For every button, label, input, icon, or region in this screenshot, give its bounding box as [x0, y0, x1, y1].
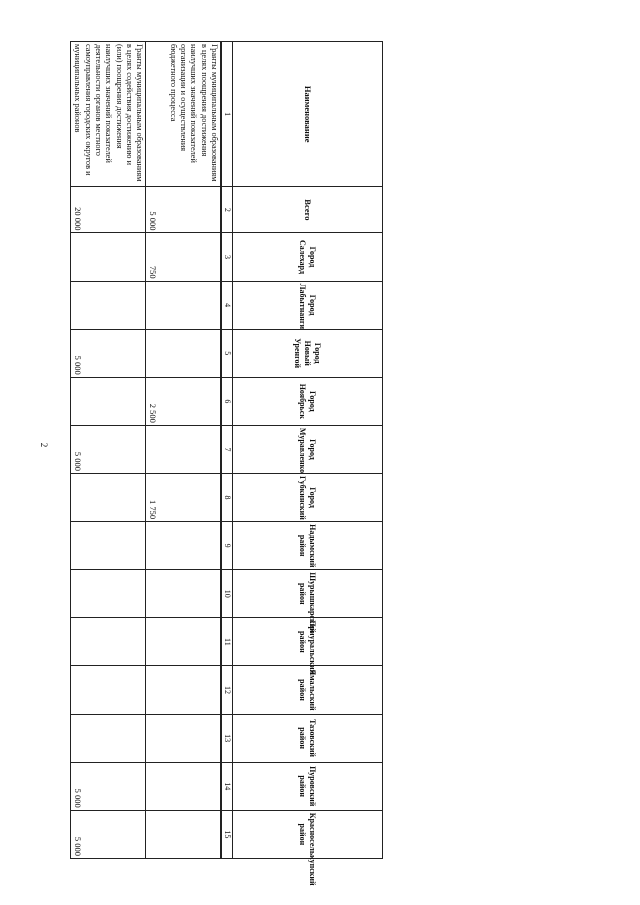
cell-value: 5 000 [70, 329, 146, 377]
cell-value: 1 750 [146, 474, 221, 522]
cell-value [70, 377, 146, 425]
cell-value: 5 000 [70, 762, 146, 810]
header-row [233, 42, 383, 859]
cell-value [70, 281, 146, 329]
col-num: 5 [221, 329, 233, 377]
cell-value: 5 000 [146, 187, 221, 233]
col-num: 4 [221, 281, 233, 329]
cell-value [146, 810, 221, 858]
cell-value [70, 474, 146, 522]
cell-value [70, 233, 146, 281]
cell-value: 2 500 [146, 377, 221, 425]
col-num: 7 [221, 425, 233, 473]
header-labytnangi: Город Лабытнанги [233, 281, 383, 329]
header-krasnoselkupsky: Красноселькупский район [233, 810, 383, 858]
col-num: 6 [221, 377, 233, 425]
table-row [146, 42, 221, 859]
header-name: Наименование [233, 42, 383, 187]
col-num: 1 [221, 42, 233, 187]
cell-value: 5 000 [70, 810, 146, 858]
cell-value [70, 666, 146, 714]
header-nadym: Надымский район [233, 522, 383, 570]
header-total: Всего [233, 187, 383, 233]
cell-value [70, 522, 146, 570]
page-number: 2 [39, 442, 49, 448]
grants-table [70, 41, 383, 886]
col-num: 12 [221, 666, 233, 714]
cell-value: 20 000 [70, 187, 146, 233]
col-num: 14 [221, 762, 233, 810]
cell-value [70, 618, 146, 666]
header-noyabrsk: Город Ноябрьск [233, 377, 383, 425]
cell-value [146, 618, 221, 666]
header-salekhard: Город Салехард [233, 233, 383, 281]
header-shuryshkary: Шурышкарский район [233, 570, 383, 618]
header-novy-urengoy: Город Новый Уренгой [233, 329, 383, 377]
header-purovsky: Пуровский район [233, 762, 383, 810]
header-priuralsky: Приуральский район [233, 618, 383, 666]
col-num: 3 [221, 233, 233, 281]
col-num: 2 [221, 187, 233, 233]
cell-value [146, 522, 221, 570]
column-number-row [221, 42, 233, 859]
cell-value [70, 570, 146, 618]
header-gubkinsky: Город Губкинский [233, 474, 383, 522]
cell-value: 5 000 [70, 425, 146, 473]
cell-value [146, 329, 221, 377]
cell-value [146, 762, 221, 810]
rotated-table-container [70, 41, 383, 886]
col-num: 13 [221, 714, 233, 762]
col-num: 9 [221, 522, 233, 570]
cell-value [146, 570, 221, 618]
header-tazovsky: Тазовский район [233, 714, 383, 762]
header-yamalsky: Ямальский район [233, 666, 383, 714]
row-name: Гранты муниципальным образованиям в целях содействия достижению и (или) поощрения достижения наилучших значений показателей деятельности органов местного самоуправления городских округов и муниципальных районов [70, 42, 146, 187]
cell-value [70, 714, 146, 762]
cell-value [146, 666, 221, 714]
cell-value [146, 281, 221, 329]
cell-value [146, 714, 221, 762]
col-num: 15 [221, 810, 233, 858]
table-row [70, 42, 146, 859]
header-muravlenko: Город Муравленко [233, 425, 383, 473]
col-num: 11 [221, 618, 233, 666]
col-num: 8 [221, 474, 233, 522]
row-name: Гранты муниципальным образованиям в целях поощрения достижения наилучших значений показателей организации и осуществления бюджетного процесса [146, 42, 221, 187]
col-num: 10 [221, 570, 233, 618]
cell-value: 750 [146, 233, 221, 281]
cell-value [146, 425, 221, 473]
